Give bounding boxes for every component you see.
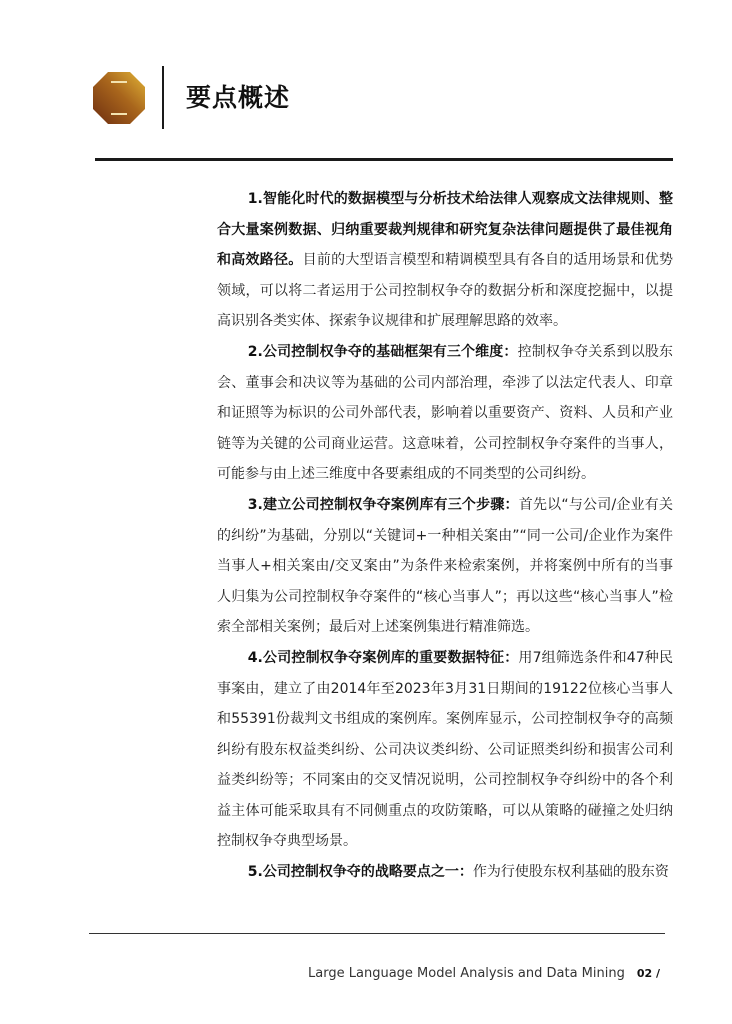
page-title: 要点概述 [186, 83, 291, 112]
paragraph-3 [217, 490, 673, 643]
paragraph-1-body: 目前的大型语言模型和精调模型具有各自的适用场景和优势领域，可以将二者运用于公司控制权争夺的数据分析和深度挖掘中，以提高识别各类实体、探索争议规律和扩展理解思路的效率。 [217, 252, 674, 330]
paragraph-4-body: 用7组筛选条件和47种民事案由，建立了由2014年至2023年3月31日期间的19122位核心当事人和55391份裁判文书组成的案例库。案例库显示，公司控制权争夺的高频纠纷有股东权益类纠纷、公司决议类纠纷、公司证照类纠纷和损害公司利益类纠纷等；不同案由的交叉情况说明，公司控制权争夺纠纷中的各个利益主体可能采取具有不同侧重点的攻防策略，可以从策略的碰撞之处归纳控制权争夺典型场景。 [217, 649, 673, 850]
page-footer [308, 966, 660, 981]
paragraph-5-lead: 5.公司控制权争夺的战略要点之一： [247, 864, 473, 881]
paragraph-2-body: 控制权争夺关系到以股东会、董事会和决议等为基础的公司内部治理，牵涉了以法定代表人、印章和证照等为标识的公司外部代表，影响着以重要资产、资料、人员和产业链等为关键的公司商业运营。这意味着，公司控制权争夺案件的当事人，可能参与由上述三维度中各要素组成的不同类型的公司纠纷。 [217, 343, 674, 483]
paragraph-3-lead: 3.建立公司控制权争夺案例库有三个步骤： [247, 496, 519, 513]
paragraph-4 [217, 643, 673, 857]
paragraph-4-lead: 4.公司控制权争夺案例库的重要数据特征： [247, 649, 519, 666]
top-rule [95, 158, 673, 161]
paragraph-5-body: 作为行使股东权利基础的股东资 [472, 864, 669, 881]
summary-content [217, 184, 673, 888]
paragraph-3-body: 首先以“与公司/企业有关的纠纷”为基础，分别以“关键词+一种相关案由”“同一公司/企业作为案件当事人+相关案由/交叉案由”为条件来检索案例，并将案例中所有的当事人归集为公司控制权争夺案件的“核心当事人”；再以这些“核心当事人”检索全部相关案例；最后对上述案例集进行精准筛选。 [217, 496, 673, 636]
page-number: 02 / [636, 967, 660, 980]
paragraph-2 [217, 337, 673, 490]
paragraph-1 [217, 184, 673, 337]
footer-text: Large Language Model Analysis and Data Mining [308, 966, 625, 981]
paragraph-5 [217, 857, 673, 888]
footer-rule [89, 933, 665, 934]
paragraph-1-lead: 1.智能化时代的数据模型与分析技术给法律人观察成文法律规则、整合大量案例数据、归纳重要裁判规律和研究复杂法律问题提供了最佳视角和高效路径。 [217, 191, 673, 269]
paragraph-2-lead: 2.公司控制权争夺的基础框架有三个维度： [247, 343, 518, 360]
header-divider [162, 66, 164, 129]
logo-octagon-icon [93, 72, 145, 124]
